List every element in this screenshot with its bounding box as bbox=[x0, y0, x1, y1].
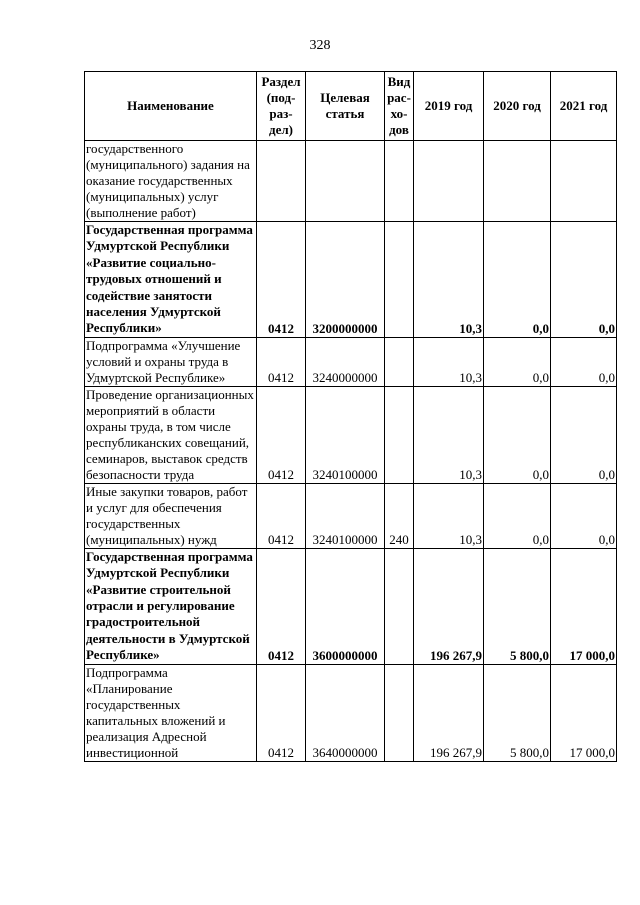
table-row bbox=[85, 337, 617, 386]
row-expense bbox=[385, 664, 414, 761]
row-target: 3600000000 bbox=[306, 548, 385, 664]
row-expense bbox=[385, 222, 414, 338]
header-section bbox=[257, 72, 306, 141]
row-expense: 240 bbox=[385, 483, 414, 548]
table-row bbox=[85, 483, 617, 548]
row-expense bbox=[385, 141, 414, 222]
row-section: 0412 bbox=[257, 386, 306, 483]
header-2020: 2020 год bbox=[484, 72, 551, 141]
row-2021: 17 000,0 bbox=[551, 664, 617, 761]
row-target bbox=[306, 141, 385, 222]
row-2021: 0,0 bbox=[551, 337, 617, 386]
header-expense bbox=[385, 72, 414, 141]
row-2020: 0,0 bbox=[484, 483, 551, 548]
header-2019: 2019 год bbox=[414, 72, 484, 141]
row-expense bbox=[385, 386, 414, 483]
header-2021: 2021 год bbox=[551, 72, 617, 141]
row-2019: 10,3 bbox=[414, 222, 484, 338]
header-target: Целевая статья bbox=[306, 72, 385, 141]
page-number: 328 bbox=[309, 38, 331, 53]
table-row bbox=[85, 664, 617, 761]
row-2020: 0,0 bbox=[484, 222, 551, 338]
row-name: Государственная программа Удмуртской Республики «Развитие социально-трудовых отношений и содействие занятости населения Удмуртской Республики» bbox=[85, 222, 257, 338]
row-section: 0412 bbox=[257, 664, 306, 761]
table-row bbox=[85, 386, 617, 483]
row-2019: 10,3 bbox=[414, 386, 484, 483]
row-2020: 5 800,0 bbox=[484, 664, 551, 761]
row-2020: 0,0 bbox=[484, 386, 551, 483]
row-expense bbox=[385, 337, 414, 386]
row-target: 3240100000 bbox=[306, 386, 385, 483]
header-section-label: Раздел (под-раз-дел) bbox=[261, 74, 301, 137]
row-2020: 0,0 bbox=[484, 337, 551, 386]
row-2021: 0,0 bbox=[551, 222, 617, 338]
row-2021: 17 000,0 bbox=[551, 548, 617, 664]
row-2019: 10,3 bbox=[414, 337, 484, 386]
row-section: 0412 bbox=[257, 222, 306, 338]
header-expense-label: Вид рас-хо-дов bbox=[387, 74, 411, 137]
row-section: 0412 bbox=[257, 548, 306, 664]
row-2019: 196 267,9 bbox=[414, 664, 484, 761]
row-section: 0412 bbox=[257, 337, 306, 386]
row-2020 bbox=[484, 141, 551, 222]
row-2021: 0,0 bbox=[551, 483, 617, 548]
row-2020: 5 800,0 bbox=[484, 548, 551, 664]
row-target: 3200000000 bbox=[306, 222, 385, 338]
row-name: Подпрограмма «Улучшение условий и охраны труда в Удмуртской Республике» bbox=[85, 337, 257, 386]
row-target: 3240000000 bbox=[306, 337, 385, 386]
row-name: Иные закупки товаров, работ и услуг для обеспечения государственных (муниципальных) нужд bbox=[85, 483, 257, 548]
row-name: Подпрограмма «Планирование государственных капитальных вложений и реализация Адресной инвестиционной bbox=[85, 664, 257, 761]
row-target: 3240100000 bbox=[306, 483, 385, 548]
row-2019: 10,3 bbox=[414, 483, 484, 548]
row-2019: 196 267,9 bbox=[414, 548, 484, 664]
row-expense bbox=[385, 548, 414, 664]
table-row bbox=[85, 222, 617, 338]
row-section bbox=[257, 141, 306, 222]
table-header-row bbox=[85, 72, 617, 141]
budget-table bbox=[84, 71, 617, 762]
table-row bbox=[85, 548, 617, 664]
table-row bbox=[85, 141, 617, 222]
row-name: Государственная программа Удмуртской Республики «Развитие строительной отрасли и регулирование градостроительной деятельности в Удмуртской Республике» bbox=[85, 548, 257, 664]
row-target: 3640000000 bbox=[306, 664, 385, 761]
row-2021: 0,0 bbox=[551, 386, 617, 483]
row-section: 0412 bbox=[257, 483, 306, 548]
row-2021 bbox=[551, 141, 617, 222]
row-2019 bbox=[414, 141, 484, 222]
header-name: Наименование bbox=[85, 72, 257, 141]
row-name: государственного (муниципального) задания на оказание государственных (муниципальных) услуг (выполнение работ) bbox=[85, 141, 257, 222]
row-name: Проведение организационных мероприятий в области охраны труда, в том числе республиканских совещаний, семинаров, выставок средств безопасности труда bbox=[85, 386, 257, 483]
